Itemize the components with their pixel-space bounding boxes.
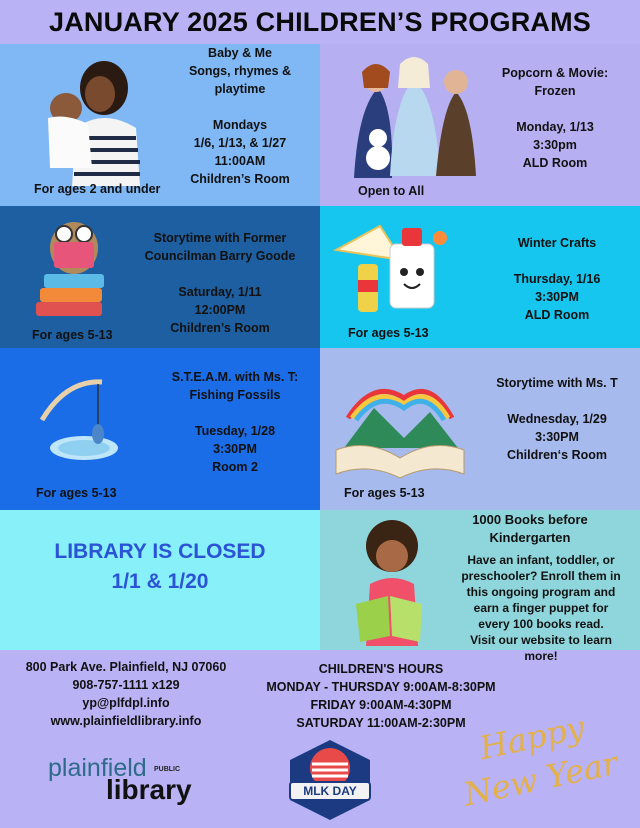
baby-me-details: Baby & Me Songs, rhymes & playtime Mondays 1/6, 1/13, & 1/27 11:00AM Children’s Room — [188, 46, 292, 186]
closed-notice: LIBRARY IS CLOSED 1/1 & 1/20 — [54, 540, 266, 593]
winter-crafts-panel — [320, 206, 640, 348]
page-title: JANUARY 2025 CHILDREN’S PROGRAMS — [48, 7, 591, 37]
happy-new-year-script: Happy New Year — [460, 708, 622, 814]
mlk-day-badge — [282, 738, 378, 822]
steam-panel — [0, 348, 320, 510]
mother-baby-photo — [36, 58, 146, 186]
girl-reading-photo — [350, 518, 434, 648]
steam-details: S.T.E.A.M. with Ms. T: Fishing Fossils Tuesday, 1/28 3:30PM Room 2 — [171, 370, 299, 474]
library-logo — [48, 754, 218, 810]
storytime-t-age: For ages 5-13 — [344, 486, 425, 500]
craft-supplies-image — [332, 220, 452, 320]
winter-crafts-details: Winter Crafts Thursday, 1/16 3:30PM ALD Room — [513, 236, 601, 322]
thousand-books-body: Have an infant, toddler, or preschooler? Enroll them in this ongoing program and earn a finger puppet for every 100 books read. Visit our website to learn more! — [461, 553, 621, 663]
popcorn-movie-age: Open to All — [358, 184, 425, 198]
steam-age: For ages 5-13 — [36, 486, 117, 500]
logo-word-plainfield: plainfield — [48, 754, 147, 782]
mlk-day-label: MLK DAY — [303, 784, 357, 798]
storytime-t-details: Storytime with Ms. T Wednesday, 1/29 3:30PM Children‘s Room — [496, 376, 618, 462]
fishing-pole-image — [36, 374, 126, 464]
thousand-books-title: 1000 Books before Kindergarten — [472, 512, 588, 545]
popcorn-movie-panel — [320, 44, 640, 206]
thousand-books-panel — [320, 510, 640, 663]
frozen-characters-image — [348, 48, 478, 178]
logo-word-public: PUBLIC — [154, 766, 181, 773]
logo-word-library: library — [106, 774, 192, 805]
popcorn-movie-details: Popcorn & Movie: Frozen Monday, 1/13 3:30pm ALD Room — [501, 66, 609, 170]
storytime-t-panel — [320, 348, 640, 510]
contact-info: 800 Park Ave. Plainfield, NJ 07060 908-757-1111 x129 yp@plfdpl.info www.plainfieldlibrary.info — [25, 660, 227, 728]
winter-crafts-age: For ages 5-13 — [348, 326, 429, 340]
baby-me-age: For ages 2 and under — [34, 182, 161, 196]
open-book-image — [334, 378, 466, 480]
storytime-goode-details: Storytime with Former Councilman Barry Goode Saturday, 1/11 12:00PM Children’s Room — [144, 231, 296, 335]
owl-books-image — [32, 210, 112, 322]
badge-icon — [282, 738, 378, 822]
childrens-hours: CHILDREN'S HOURS MONDAY - THURSDAY 9:00AM-8:30PM FRIDAY 9:00AM-4:30PM SATURDAY 11:00AM-2:30PM — [266, 662, 496, 730]
storytime-goode-panel — [0, 206, 320, 348]
storytime-goode-age: For ages 5-13 — [32, 328, 113, 342]
baby-me-panel — [0, 44, 320, 206]
